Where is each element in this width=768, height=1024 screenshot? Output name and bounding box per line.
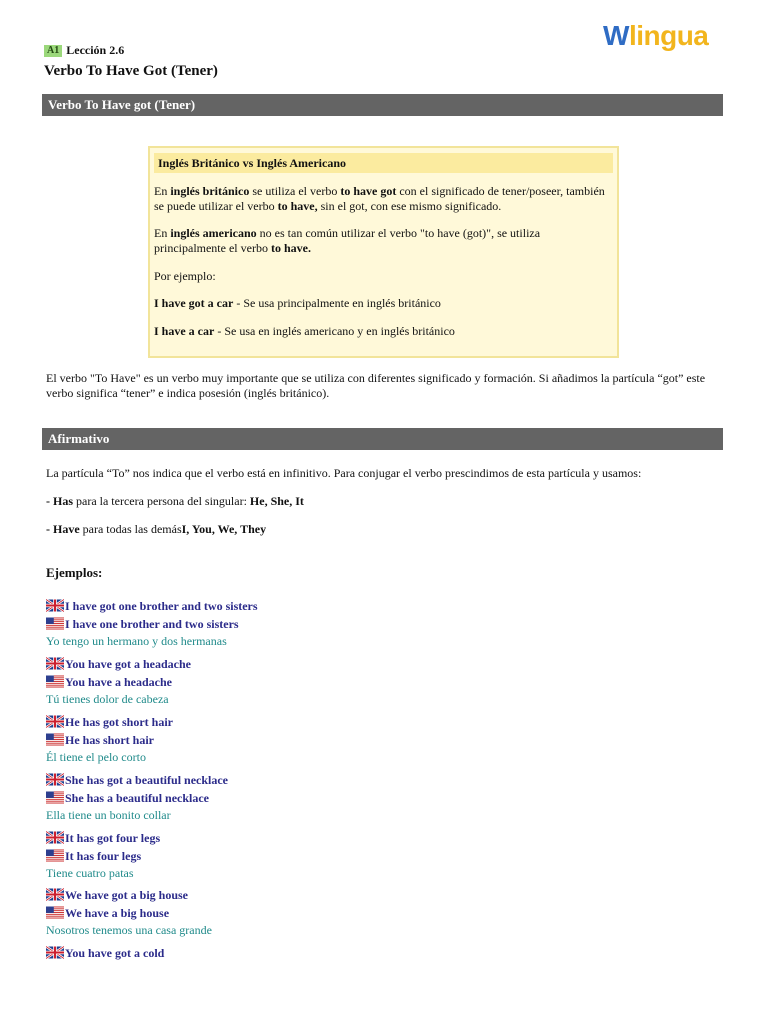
- example-item: [46, 714, 173, 767]
- example-uk-line: She has got a beautiful necklace: [46, 772, 228, 790]
- afirmativo-paragraph: La partícula “To” nos indica que el verbo está en infinitivo. Para conjugar el verbo prescindimos de esta partícula y usamos:: [46, 466, 642, 480]
- logo-lingua: lingua: [628, 20, 709, 51]
- uk-flag-icon: [46, 773, 64, 786]
- info-box-paragraph-british: En inglés británico se utiliza el verbo to have got con el significado de tener/poseer, también se puede utilizar el verbo to have, sin el got, con ese mismo significado.: [154, 184, 605, 213]
- page-title: Verbo To Have Got (Tener): [44, 63, 218, 79]
- info-box-example-label: Por ejemplo:: [154, 269, 216, 283]
- uk-flag-icon: [46, 831, 64, 844]
- example-uk-line: You have got a cold: [46, 945, 164, 963]
- example-translation: Tiene cuatro patas: [46, 866, 134, 880]
- info-box-paragraph-american: En inglés americano no es tan común utilizar el verbo "to have (got)", se utiliza principalmente el verbo to have.: [154, 226, 541, 255]
- wlingua-logo[interactable]: [603, 20, 708, 52]
- example-uk-line: You have got a headache: [46, 656, 191, 674]
- example-item: [46, 887, 212, 940]
- example-translation: Yo tengo un hermano y dos hermanas: [46, 634, 227, 648]
- example-us-line: He has short hair: [46, 732, 173, 750]
- example-uk-line: We have got a big house: [46, 887, 212, 905]
- info-box-example-british: I have got a car - Se usa principalmente en inglés británico: [154, 296, 441, 310]
- us-flag-icon: [46, 733, 64, 746]
- us-flag-icon: [46, 906, 64, 919]
- example-us-line: We have a big house: [46, 905, 212, 923]
- example-translation: Él tiene el pelo corto: [46, 750, 146, 764]
- have-rule-line: - Have para todas las demásI, You, We, They: [46, 522, 267, 536]
- example-translation: Ella tiene un bonito collar: [46, 808, 171, 822]
- lesson-label: Lección 2.6: [66, 43, 125, 57]
- level-badge: A1: [44, 45, 62, 57]
- uk-flag-icon: [46, 657, 64, 670]
- info-box-example-american: I have a car - Se usa en inglés americano y en inglés británico: [154, 324, 455, 338]
- example-item: [46, 656, 191, 709]
- example-us-line: I have one brother and two sisters: [46, 616, 258, 634]
- us-flag-icon: [46, 675, 64, 688]
- example-translation: Tú tienes dolor de cabeza: [46, 692, 169, 706]
- uk-flag-icon: [46, 888, 64, 901]
- example-item: [46, 945, 164, 963]
- example-us-line: She has a beautiful necklace: [46, 790, 228, 808]
- info-box: [148, 146, 619, 358]
- lesson-line: [44, 43, 124, 58]
- example-item: [46, 772, 228, 825]
- logo-w: W: [603, 20, 629, 51]
- uk-flag-icon: [46, 715, 64, 728]
- example-uk-line: I have got one brother and two sisters: [46, 598, 258, 616]
- has-rule-line: - Has para la tercera persona del singular: He, She, It: [46, 494, 304, 508]
- us-flag-icon: [46, 791, 64, 804]
- info-box-title: Inglés Británico vs Inglés Americano: [154, 153, 613, 173]
- intro-paragraph: El verbo "To Have" es un verbo muy importante que se utiliza con diferentes significado y formación. Si añadimos la partícula “got” este verbo significa “tener” e indica posesión (inglés británico).: [46, 371, 706, 400]
- uk-flag-icon: [46, 946, 64, 959]
- example-item: [46, 598, 258, 651]
- example-item: [46, 830, 160, 883]
- examples-heading: Ejemplos:: [46, 565, 103, 580]
- example-translation: Nosotros tenemos una casa grande: [46, 923, 212, 937]
- example-us-line: It has four legs: [46, 848, 160, 866]
- uk-flag-icon: [46, 599, 64, 612]
- section-header-verbo: Verbo To Have got (Tener): [42, 94, 723, 116]
- example-uk-line: He has got short hair: [46, 714, 173, 732]
- section-header-afirmativo: Afirmativo: [42, 428, 723, 450]
- us-flag-icon: [46, 617, 64, 630]
- us-flag-icon: [46, 849, 64, 862]
- example-us-line: You have a headache: [46, 674, 191, 692]
- example-uk-line: It has got four legs: [46, 830, 160, 848]
